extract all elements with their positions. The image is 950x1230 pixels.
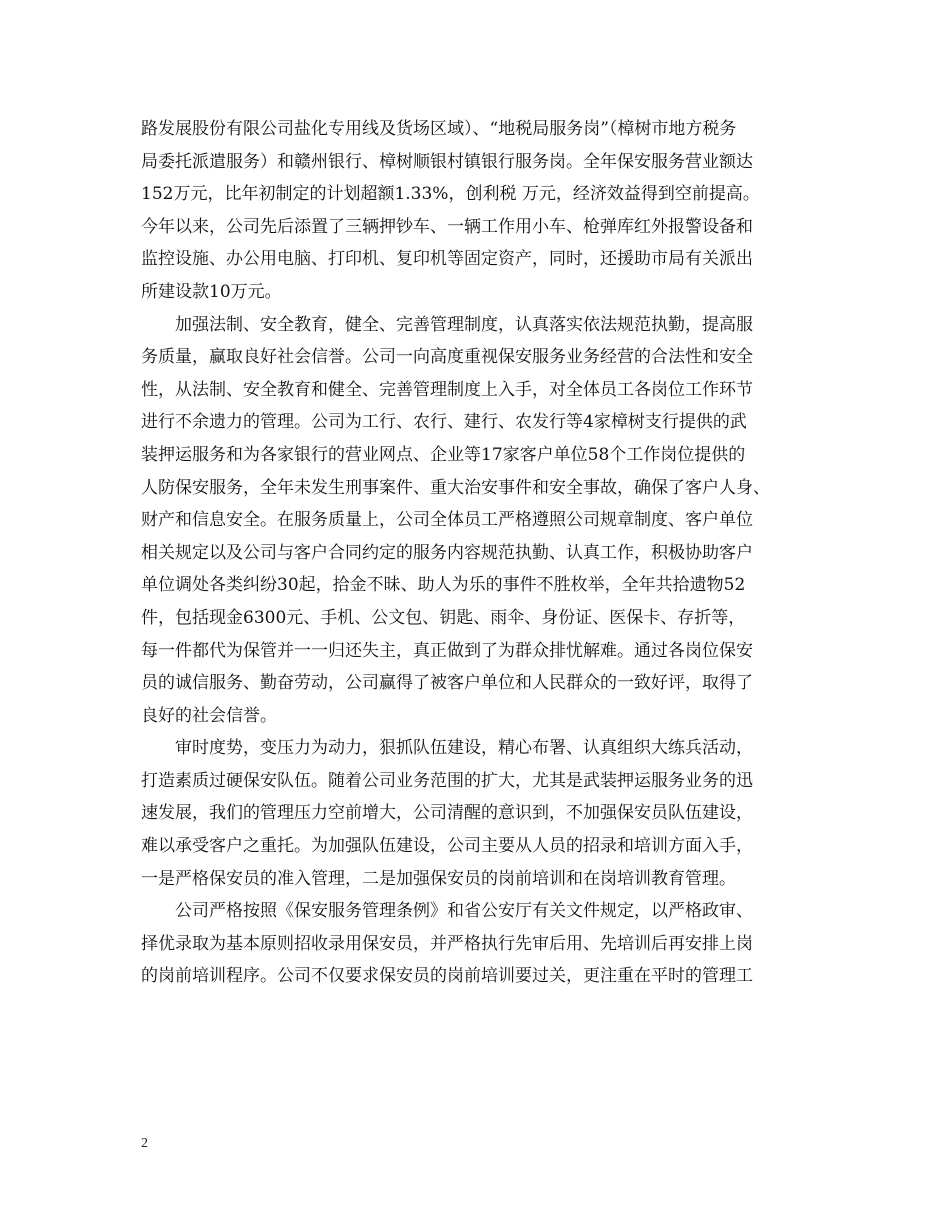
text-line: 加强法制、安全教育，健全、完善管理制度，认真落实依法规范执勤，提高服	[175, 314, 753, 335]
text-line: 审时度势，变压力为动力，狠抓队伍建设，精心布署、认真组织大练兵活动，	[175, 738, 753, 759]
text-line: 员的诚信服务、勤奋劳动，公司赢得了被客户单位和人民群众的一致好评，取得了	[141, 673, 753, 694]
text-line: 路发展股份有限公司盐化专用线及货场区域）、“地税局服务岗”（樟树市地方税务	[141, 119, 737, 139]
text-line: 相关规定以及公司与客户合同约定的服务内容规范执勤、认真工作，积极协助客户	[141, 542, 753, 563]
text-line: 今年以来，公司先后添置了三辆押钞车、一辆工作用小车、枪弹库红外报警设备和	[141, 216, 753, 237]
text-line: 局委托派遣服务）和赣州银行、樟树顺银村镇银行服务岗。全年保安服务营业额达	[141, 151, 753, 172]
text-line: 公司严格按照《保安服务管理条例》和省公安厅有关文件规定，以严格政审、	[175, 901, 753, 922]
text-line: 装押运服务和为各家银行的营业网点、企业等17家客户单位58个工作岗位提供的	[141, 444, 746, 465]
text-line: 打造素质过硬保安队伍。随着公司业务范围的扩大，尤其是武装押运服务业务的迅	[141, 770, 753, 791]
text-line: 难以承受客户之重托。为加强队伍建设，公司主要从人员的招录和培训方面入手，	[141, 836, 753, 857]
text-line: 所建设款10万元。	[141, 281, 282, 302]
text-line: 人防保安服务，全年未发生刑事案件、重大治安事件和安全事故，确保了客户人身、	[141, 477, 770, 498]
text-line: 进行不余遗力的管理。公司为工行、农行、建行、农发行等4家樟树支行提供的武	[141, 412, 747, 433]
text-line: 财产和信息安全。在服务质量上，公司全体员工严格遵照公司规章制度、客户单位	[141, 510, 753, 531]
text-line: 良好的社会信誉。	[141, 705, 277, 726]
text-line: 性，从法制、安全教育和健全、完善管理制度上入手，对全体员工各岗位工作环节	[141, 379, 753, 400]
text-line: 务质量，赢取良好社会信誉。公司一向高度重视保安服务业务经营的合法性和安全	[141, 347, 753, 368]
page-number: 2	[141, 1136, 148, 1151]
text-line: 择优录取为基本原则招收录用保安员，并严格执行先审后用、先培训后再安排上岗	[141, 933, 753, 954]
text-line: 监控设施、办公用电脑、打印机、复印机等固定资产，同时，还援助市局有关派出	[141, 249, 753, 270]
text-line: 每一件都代为保管并一一归还失主，真正做到了为群众排忧解难。通过各岗位保安	[141, 640, 753, 661]
document-body	[141, 113, 813, 993]
text-line: 件，包括现金6300元、手机、公文包、钥匙、雨伞、身份证、医保卡、存折等，	[141, 607, 746, 628]
text-line: 速发展，我们的管理压力空前增大，公司清醒的意识到，不加强保安员队伍建设，	[141, 803, 753, 824]
text-line: 一是严格保安员的准入管理，二是加强保安员的岗前培训和在岗培训教育管理。	[141, 868, 736, 889]
text-line: 单位调处各类纠纷30起，拾金不昧、助人为乐的事件不胜枚举，全年共拾遗物52	[141, 575, 746, 596]
text-line: 152万元，比年初制定的计划超额1.33%，创利税 万元，经济效益得到空前提高。	[141, 184, 760, 205]
text-line: 的岗前培训程序。公司不仅要求保安员的岗前培训要过关，更注重在平时的管理工	[141, 966, 753, 987]
